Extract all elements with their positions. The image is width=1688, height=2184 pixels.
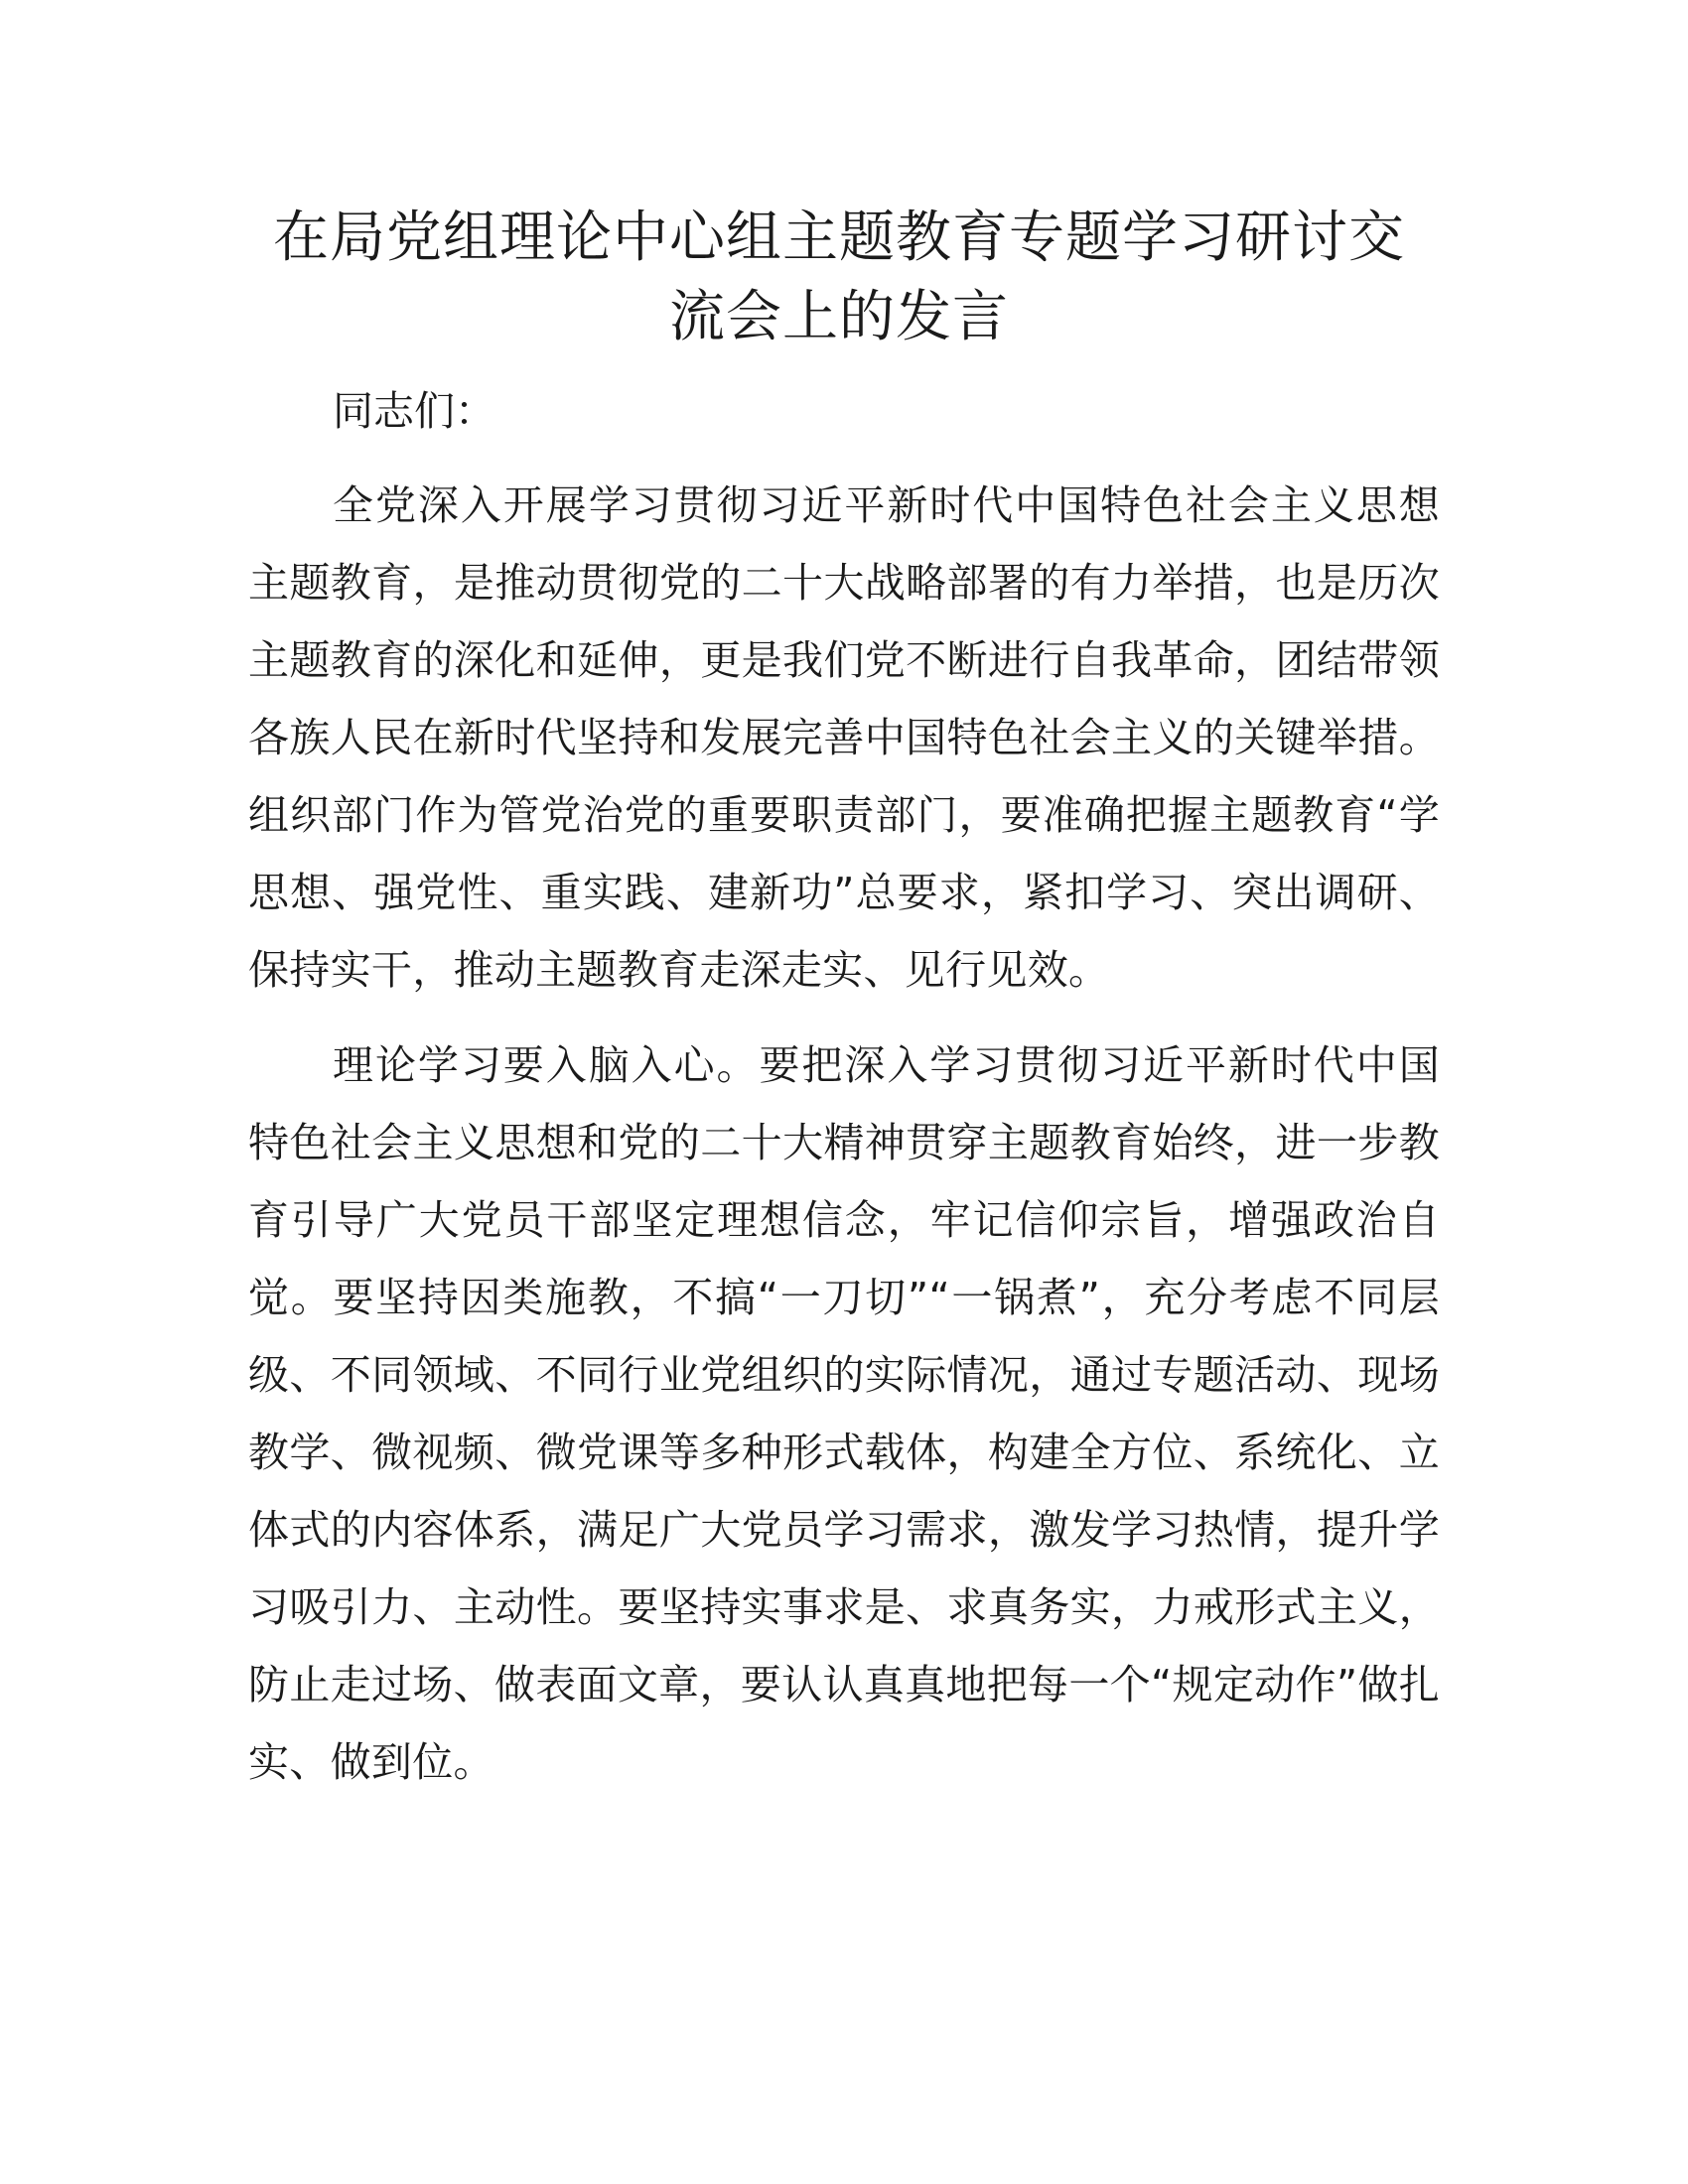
document-title: 在局党组理论中心组主题教育专题学习研讨交流会上的发言 bbox=[273, 205, 1405, 349]
paragraph-intro: 全党深入开展学习贯彻习近平新时代中国特色社会主义思想主题教育，是推动贯彻党的二十大战略部署的有力举措，也是历次主题教育的深化和延伸，更是我们党不断进行自我革命，团结带领各族人民在新时代坚持和发展完善中国特色社会主义的关键举措。组织部门作为管党治党的重要职责部门，要准确把握主题教育“学思想、强党性、重实践、建新功”总要求，紧扣学习、突出调研、保持实干，推动主题教育走深走实、见行见效。 bbox=[248, 481, 1440, 994]
document-body bbox=[248, 387, 1440, 1819]
paragraph-theory-study: 理论学习要入脑入心。要把深入学习贯彻习近平新时代中国特色社会主义思想和党的二十大精神贯穿主题教育始终，进一步教育引导广大党员干部坚定理想信念，牢记信仰宗旨，增强政治自觉。要坚持因类施教，不搞“一刀切”“一锅煮”，充分考虑不同层级、不同领域、不同行业党组织的实际情况，通过专题活动、现场教学、微视频、微党课等多种形式载体，构建全方位、系统化、立体式的内容体系，满足广大党员学习需求，激发学习热情，提升学习吸引力、主动性。要坚持实事求是、求真务实，力戒形式主义，防止走过场、做表面文章，要认认真真地把每一个“规定动作”做扎实、做到位。 bbox=[248, 1041, 1440, 1786]
greeting: 同志们： bbox=[333, 387, 495, 435]
